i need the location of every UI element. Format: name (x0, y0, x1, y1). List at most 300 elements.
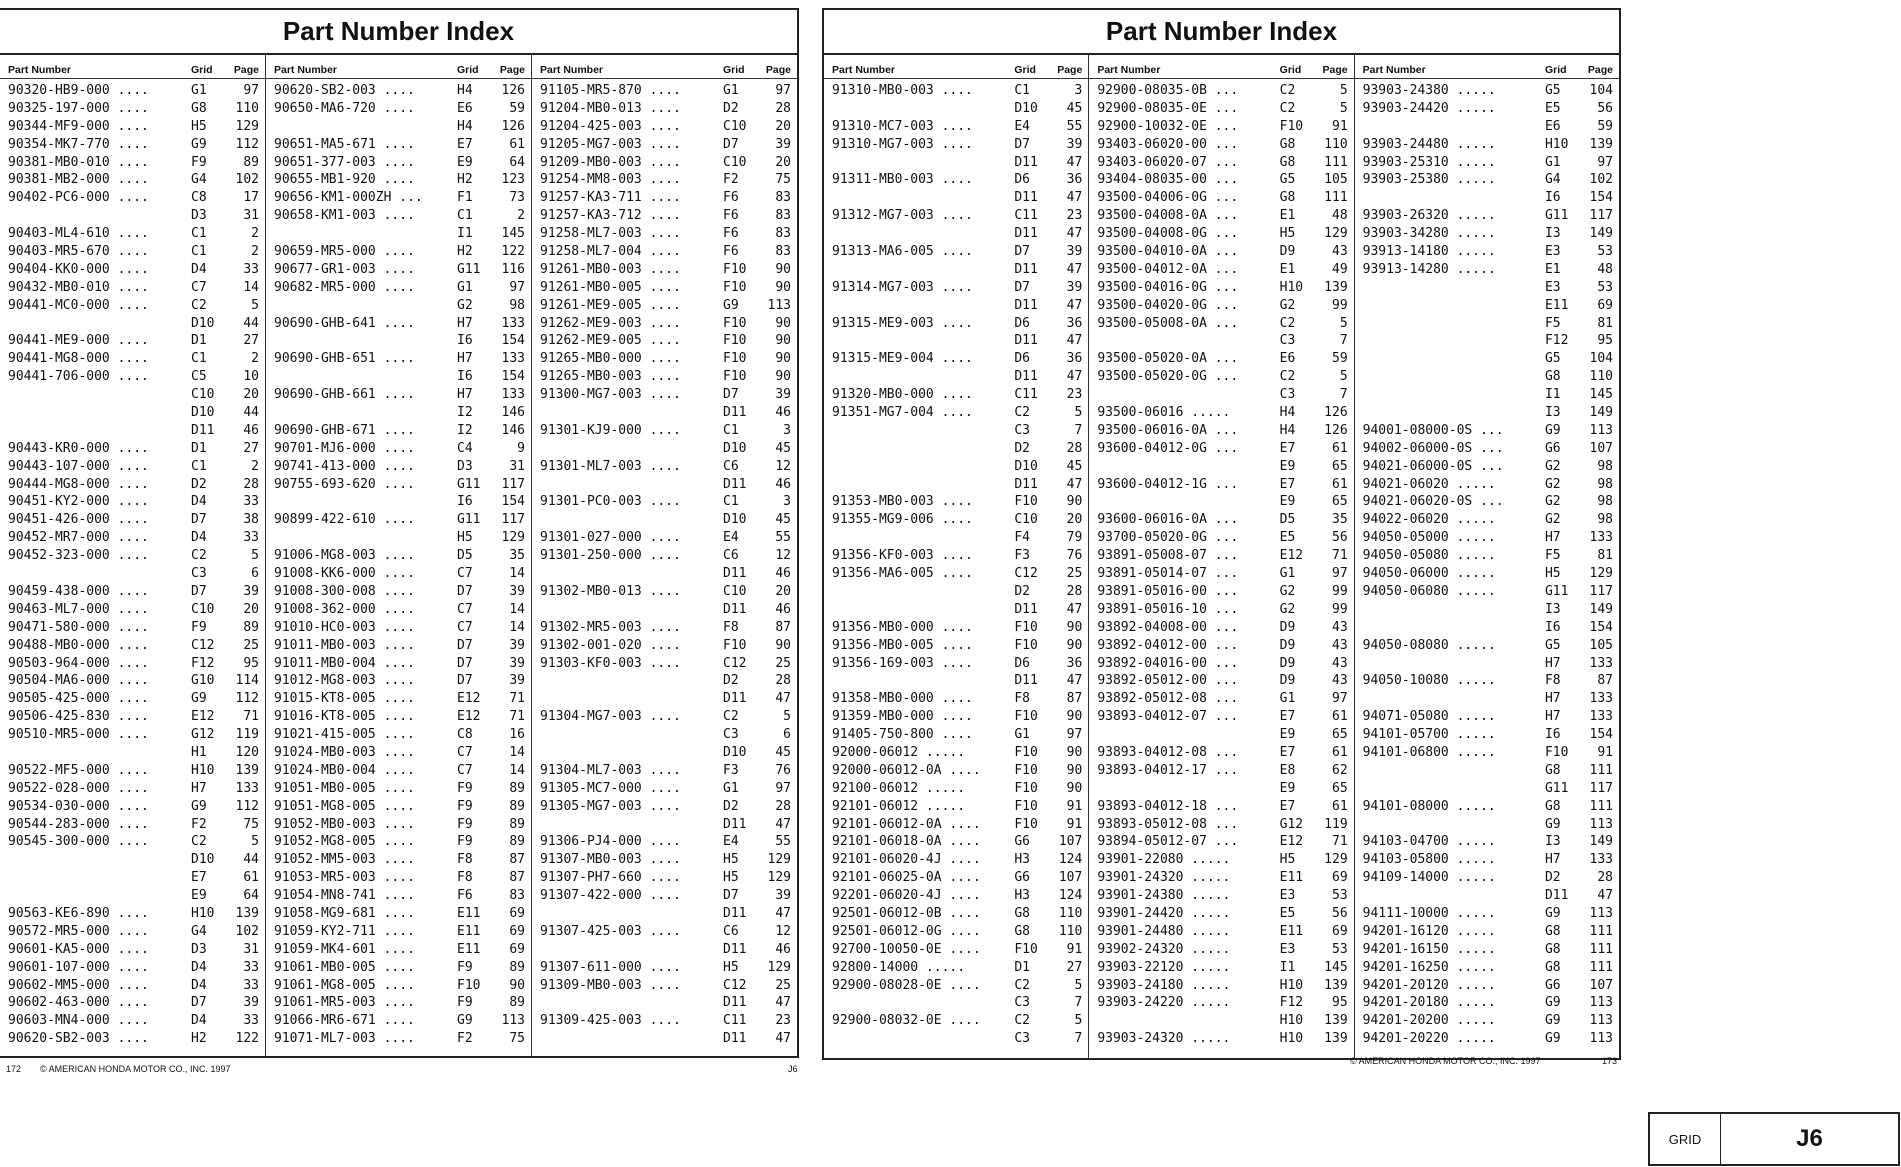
grid-code: D7 (723, 136, 739, 152)
part-number: 91300-MG7-003 .... (540, 387, 681, 403)
grid-code: G9 (1544, 422, 1561, 438)
page-ref: 90 (775, 279, 791, 295)
part-number: 91258-ML7-004 .... (540, 244, 681, 260)
index-row (832, 888, 1082, 906)
index-row (540, 978, 791, 996)
grid-code: F10 (457, 977, 481, 993)
part-number: 90650-MA6-720 .... (274, 100, 415, 116)
header-part-number: Part Number (274, 64, 338, 76)
page-ref: 98 (1597, 494, 1613, 510)
index-column (1089, 55, 1354, 1058)
grid-code: C2 (191, 834, 207, 850)
page-ref: 102 (1589, 172, 1613, 188)
index-row (274, 190, 525, 208)
grid-code: D11 (723, 995, 747, 1011)
index-row (832, 333, 1082, 351)
index-row (540, 477, 791, 495)
index-row (540, 441, 791, 459)
index-row (8, 978, 259, 996)
index-row (8, 262, 259, 280)
part-number: 90452-323-000 .... (8, 548, 149, 564)
page-ref: 91 (1597, 744, 1613, 760)
page-ref: 27 (243, 333, 259, 349)
index-row (8, 172, 259, 190)
index-row (274, 280, 525, 298)
page-ref: 43 (1332, 637, 1348, 653)
part-number: 91355-MG9-006 .... (832, 512, 973, 528)
part-number: 94021-06020-0S ... (1362, 494, 1504, 510)
page-ref: 129 (767, 852, 791, 868)
page-ref: 89 (509, 798, 525, 814)
part-number: 91320-MB0-000 .... (832, 387, 973, 403)
grid-code: C8 (457, 727, 473, 743)
page-ref: 36 (1066, 315, 1083, 331)
page-ref: 97 (775, 780, 791, 796)
page-ref: 90 (1066, 709, 1083, 725)
grid-code: C8 (191, 190, 207, 206)
grid-code: F10 (723, 279, 747, 295)
page-ref: 39 (775, 888, 791, 904)
page-number-left: 172 (6, 1064, 22, 1074)
index-row (8, 405, 259, 423)
grid-code: G5 (1544, 351, 1561, 367)
part-number: 93894-05012-07 ... (1097, 834, 1239, 850)
index-row (274, 244, 525, 262)
page-ref: 14 (509, 566, 525, 582)
grid-code: G6 (1544, 977, 1561, 993)
part-number: 91061-MB0-005 .... (274, 959, 415, 975)
part-number: 91024-MB0-004 .... (274, 762, 415, 778)
page-ref: 46 (775, 566, 791, 582)
grid-code: E4 (1014, 118, 1030, 134)
part-number: 91257-KA3-711 .... (540, 190, 681, 206)
index-row (8, 369, 259, 387)
page-ref: 81 (1597, 315, 1613, 331)
part-number: 91051-MB0-005 .... (274, 780, 415, 796)
part-number (1363, 656, 1545, 674)
part-number: 92501-06012-0B .... (832, 905, 981, 921)
grid-code: G1 (457, 279, 473, 295)
page-ref: 133 (235, 780, 259, 796)
index-row (274, 620, 525, 638)
index-row (1363, 459, 1613, 477)
index-row (1097, 995, 1347, 1013)
index-row (832, 101, 1082, 119)
page-ref: 23 (1066, 208, 1083, 224)
index-row (274, 137, 525, 155)
index-row (8, 817, 259, 835)
page-ref: 119 (1324, 816, 1348, 832)
index-row (1363, 155, 1613, 173)
index-row (1097, 137, 1347, 155)
page-ref: 55 (775, 530, 791, 546)
part-number: 93913-14280 ..... (1362, 261, 1496, 277)
part-number (274, 226, 457, 244)
page-ref: 5 (1339, 100, 1348, 116)
part-number: 94101-08000 ..... (1362, 798, 1496, 814)
part-number: 91301-KJ9-000 .... (540, 422, 681, 438)
grid-code: C2 (191, 297, 207, 313)
page-ref: 39 (1066, 244, 1083, 260)
index-row (1097, 459, 1347, 477)
grid-code: F6 (723, 208, 739, 224)
grid-code: G4 (1544, 172, 1561, 188)
part-number: 90741-413-000 .... (274, 458, 415, 474)
index-row (274, 942, 525, 960)
part-number: 93500-04008-0A ... (1097, 208, 1239, 224)
part-number: 90441-706-000 .... (8, 369, 149, 385)
page-ref: 90 (775, 369, 791, 385)
page-ref: 61 (1332, 709, 1348, 725)
page-ref: 95 (1597, 333, 1613, 349)
grid-code: C11 (723, 1013, 747, 1029)
part-number: 91204-425-003 .... (540, 118, 681, 134)
part-number: 90690-GHB-661 .... (274, 387, 415, 403)
grid-code: G8 (1279, 190, 1296, 206)
part-number (540, 512, 723, 530)
part-number: 93891-05014-07 ... (1097, 566, 1239, 582)
part-number (1363, 351, 1545, 369)
header-page: Page (233, 64, 259, 76)
grid-code: G8 (1544, 959, 1561, 975)
part-number (1363, 298, 1545, 316)
index-row (274, 584, 525, 602)
page-ref: 111 (1324, 190, 1348, 206)
page-ref: 44 (243, 852, 259, 868)
part-number (8, 745, 191, 763)
grid-code: G2 (1279, 583, 1296, 599)
part-number: 90381-MB0-010 .... (8, 154, 149, 170)
index-row (274, 870, 525, 888)
grid-code: D9 (1279, 673, 1296, 689)
part-number: 91358-MB0-000 .... (832, 691, 973, 707)
part-number: 91307-MB0-003 .... (540, 852, 681, 868)
page-ref: 98 (509, 297, 525, 313)
index-row (1097, 852, 1347, 870)
page-ref: 145 (501, 226, 525, 242)
page-ref: 69 (1332, 923, 1348, 939)
index-row (832, 494, 1082, 512)
part-number: 91071-ML7-003 .... (274, 1031, 415, 1047)
index-row (1097, 333, 1347, 351)
index-rows (266, 79, 531, 1049)
grid-code: F10 (723, 333, 747, 349)
index-row (540, 673, 791, 691)
part-number (1363, 405, 1545, 423)
page-ref: 5 (1339, 315, 1348, 331)
grid-code: C3 (1014, 995, 1030, 1011)
index-row (540, 799, 791, 817)
part-number: 91311-MB0-003 .... (832, 172, 973, 188)
part-number (1363, 280, 1545, 298)
page-ref: 33 (243, 261, 259, 277)
grid-code: G12 (191, 727, 215, 743)
index-row (274, 1013, 525, 1031)
page-ref: 87 (1066, 691, 1083, 707)
index-row (8, 834, 259, 852)
grid-code: G2 (457, 297, 473, 313)
part-number: 90544-283-000 .... (8, 816, 149, 832)
part-number: 90463-ML7-000 .... (8, 601, 149, 617)
page-ref: 47 (1066, 601, 1083, 617)
part-number: 90656-KM1-000ZH ... (274, 190, 423, 206)
index-row (832, 960, 1082, 978)
index-row (540, 530, 791, 548)
part-number: 94101-06800 ..... (1362, 744, 1496, 760)
grid-code: D4 (191, 530, 207, 546)
grid-code: I3 (1544, 405, 1561, 421)
index-row (832, 512, 1082, 530)
part-number: 91051-MG8-005 .... (274, 798, 415, 814)
page-ref: 56 (1332, 530, 1348, 546)
grid-code: F8 (457, 870, 473, 886)
grid-code: E1 (1279, 261, 1296, 277)
grid-code: D11 (1014, 476, 1038, 492)
part-number (1097, 494, 1279, 512)
index-row (8, 566, 259, 584)
page-ref: 69 (1332, 870, 1348, 886)
grid-code: D7 (457, 637, 473, 653)
index-row (8, 942, 259, 960)
page-ref: 149 (1589, 834, 1613, 850)
index-row (274, 727, 525, 745)
part-number: 90602-MM5-000 .... (8, 977, 149, 993)
index-row (540, 548, 791, 566)
part-number: 91059-KY2-711 .... (274, 923, 415, 939)
page-ref: 129 (1324, 852, 1348, 868)
page-ref: 33 (243, 977, 259, 993)
grid-code: F10 (723, 637, 747, 653)
page-ref: 35 (1332, 512, 1348, 528)
page-ref: 90 (1066, 744, 1083, 760)
part-number: 94050-06080 ..... (1362, 583, 1496, 599)
index-row (1363, 137, 1613, 155)
page-ref: 102 (235, 923, 259, 939)
index-row (540, 924, 791, 942)
page-ref: 90 (775, 261, 791, 277)
grid-code: G8 (1279, 154, 1296, 170)
page-ref: 25 (775, 977, 791, 993)
page-ref: 35 (509, 548, 525, 564)
page-ref: 43 (1332, 619, 1348, 635)
part-number: 91307-PH7-660 .... (540, 870, 681, 886)
header-part-number: Part Number (1097, 64, 1161, 76)
part-number: 91309-425-003 .... (540, 1013, 681, 1029)
index-row (1363, 870, 1613, 888)
index-row (1363, 906, 1613, 924)
index-row (1097, 691, 1347, 709)
part-number (540, 817, 723, 835)
index-row (540, 709, 791, 727)
grid-code: E6 (1279, 351, 1296, 367)
grid-code: C3 (723, 727, 739, 743)
index-row (1097, 387, 1347, 405)
part-number: 90443-107-000 .... (8, 458, 149, 474)
page-ref: 89 (509, 780, 525, 796)
index-row (8, 351, 259, 369)
grid-code: F10 (1544, 744, 1569, 760)
page-ref: 149 (1589, 226, 1613, 242)
index-row (540, 423, 791, 441)
page-ref: 71 (509, 691, 525, 707)
part-number: 91356-MB0-000 .... (832, 619, 973, 635)
index-row (832, 190, 1082, 208)
grid-code: I1 (1544, 387, 1561, 403)
part-number: 93892-04008-00 ... (1097, 619, 1239, 635)
grid-code: D2 (1014, 583, 1030, 599)
grid-code: E5 (1544, 100, 1561, 116)
index-row (832, 817, 1082, 835)
page-ref: 110 (1058, 905, 1083, 921)
grid-code: D7 (457, 583, 473, 599)
page-ref: 53 (1597, 279, 1613, 295)
index-row (8, 155, 259, 173)
index-row (1097, 280, 1347, 298)
part-number: 91310-MG7-003 .... (832, 136, 973, 152)
part-number: 90444-MG8-000 .... (8, 476, 149, 492)
part-number: 93500-04016-0G ... (1097, 279, 1239, 295)
index-row (274, 638, 525, 656)
grid-code: C7 (457, 566, 473, 582)
part-number: 90690-GHB-671 .... (274, 422, 415, 438)
page-ref: 112 (235, 691, 259, 707)
index-rows (532, 79, 797, 1049)
index-row (1097, 763, 1347, 781)
grid-code: G8 (1544, 923, 1561, 939)
part-number (832, 262, 1014, 280)
index-row (540, 638, 791, 656)
page-ref: 126 (501, 118, 525, 134)
part-number: 93891-05016-10 ... (1097, 601, 1239, 617)
page-ref: 139 (1324, 1013, 1348, 1029)
index-row (832, 745, 1082, 763)
page-ref: 7 (1339, 333, 1348, 349)
part-number: 91307-611-000 .... (540, 959, 681, 975)
header-grid: Grid (1279, 64, 1302, 76)
grid-code: E11 (1544, 297, 1569, 313)
part-number (832, 673, 1014, 691)
index-row (1363, 226, 1613, 244)
page-ref: 122 (501, 244, 525, 260)
grid-code: E11 (457, 941, 481, 957)
index-row (1097, 405, 1347, 423)
page-ref: 87 (1597, 673, 1613, 689)
index-row (8, 727, 259, 745)
part-number (540, 673, 723, 691)
grid-code: F9 (457, 780, 473, 796)
grid-code: D11 (1014, 297, 1038, 313)
page-ref: 133 (501, 315, 525, 331)
part-number: 93903-24420 ..... (1362, 100, 1496, 116)
grid-code: D4 (191, 977, 207, 993)
page-ref: 5 (251, 834, 259, 850)
grid-code: C7 (457, 619, 473, 635)
page-ref: 39 (509, 637, 525, 653)
page-ref: 62 (1332, 762, 1348, 778)
part-number: 94050-08080 ..... (1362, 637, 1496, 653)
part-number (540, 441, 723, 459)
index-row (1363, 673, 1613, 691)
index-row (540, 494, 791, 512)
index-row (1097, 208, 1347, 226)
part-number: 91356-169-003 .... (832, 655, 973, 671)
index-row (8, 620, 259, 638)
grid-code: G1 (723, 780, 739, 796)
index-row (8, 745, 259, 763)
grid-code: D10 (1014, 100, 1038, 116)
page-ref: 107 (1589, 977, 1613, 993)
part-number (274, 119, 457, 137)
part-number: 91010-HC0-003 .... (274, 619, 415, 635)
page-ref: 111 (1589, 798, 1613, 814)
part-number: 93500-04010-0A ... (1097, 244, 1239, 260)
part-number: 94111-10000 ..... (1362, 905, 1496, 921)
part-number: 91052-MB0-003 .... (274, 816, 415, 832)
part-number: 91204-MB0-013 .... (540, 100, 681, 116)
grid-code: F9 (457, 834, 473, 850)
part-number: 93500-04020-0G ... (1097, 297, 1239, 313)
grid-code: G9 (1544, 905, 1561, 921)
index-row (274, 316, 525, 334)
grid-code: D11 (1014, 154, 1038, 170)
grid-code: C2 (1014, 1013, 1030, 1029)
column-header (1089, 55, 1353, 79)
grid-code: H5 (723, 959, 739, 975)
index-row (274, 262, 525, 280)
index-row (1097, 817, 1347, 835)
part-number: 90603-MN4-000 .... (8, 1013, 149, 1029)
page-ref: 76 (775, 762, 791, 778)
index-row (540, 137, 791, 155)
page-ref: 110 (1324, 136, 1348, 152)
page-ref: 117 (501, 512, 525, 528)
grid-code: I6 (457, 333, 473, 349)
index-row (832, 656, 1082, 674)
grid-code: G8 (1014, 923, 1030, 939)
page-ref: 3 (783, 422, 791, 438)
grid-code: F3 (1014, 548, 1030, 564)
index-row (1097, 423, 1347, 441)
page-ref: 61 (509, 136, 525, 152)
part-number: 91302-001-020 .... (540, 637, 681, 653)
grid-code: C12 (191, 637, 215, 653)
index-row (274, 155, 525, 173)
part-number: 90602-463-000 .... (8, 995, 149, 1011)
index-row (832, 566, 1082, 584)
grid-code: E9 (1279, 780, 1296, 796)
index-row (274, 978, 525, 996)
part-number: 91309-MB0-003 .... (540, 977, 681, 993)
page-ref: 61 (1332, 476, 1348, 492)
grid-code: E6 (457, 100, 473, 116)
page-ref: 89 (509, 959, 525, 975)
grid-code: H7 (457, 315, 473, 331)
grid-code: H10 (1279, 279, 1304, 295)
page-ref: 43 (1332, 673, 1348, 689)
page-ref: 33 (243, 1013, 259, 1029)
page-ref: 90 (509, 977, 525, 993)
index-row (8, 888, 259, 906)
part-number (8, 387, 191, 405)
part-number: 94201-16120 ..... (1362, 923, 1496, 939)
index-row (1097, 262, 1347, 280)
grid-code: F10 (723, 351, 747, 367)
part-number: 90325-197-000 .... (8, 100, 149, 116)
page-ref: 55 (775, 834, 791, 850)
part-number: 91053-MR5-003 .... (274, 870, 415, 886)
grid-code: D10 (1014, 458, 1038, 474)
grid-code: C10 (191, 387, 215, 403)
